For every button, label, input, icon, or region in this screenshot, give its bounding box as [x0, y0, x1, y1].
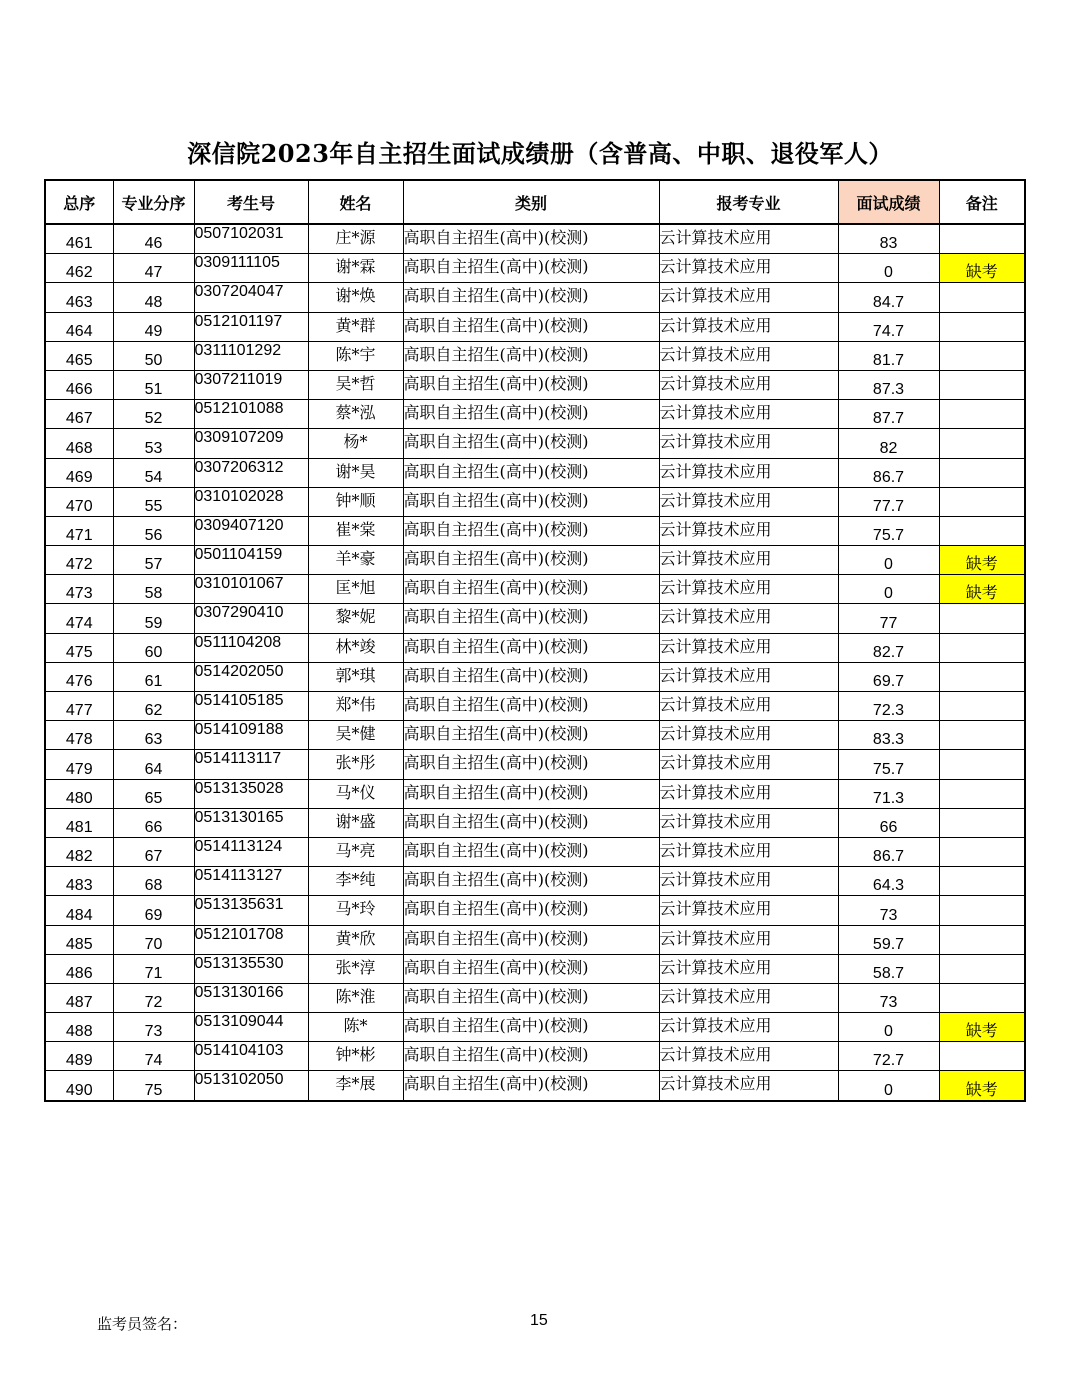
exam-id-cell: 0311101292	[194, 341, 308, 370]
name-cell: 马*仪	[308, 779, 403, 808]
note-cell: 缺考	[939, 1071, 1025, 1101]
name-cell: 马*亮	[308, 837, 403, 866]
major-cell: 云计算技术应用	[659, 896, 838, 925]
table-row	[45, 983, 1025, 1012]
table-row	[45, 400, 1025, 429]
major-seq-cell: 48	[113, 283, 194, 312]
name-cell: 杨*	[308, 429, 403, 458]
category-cell: 高职自主招生(高中)(校测)	[403, 983, 659, 1012]
score-cell: 82	[838, 429, 939, 458]
major-cell: 云计算技术应用	[659, 546, 838, 575]
table-row	[45, 779, 1025, 808]
major-cell: 云计算技术应用	[659, 808, 838, 837]
total-seq-cell: 464	[45, 312, 113, 341]
note-cell	[939, 400, 1025, 429]
table-row	[45, 458, 1025, 487]
major-cell: 云计算技术应用	[659, 867, 838, 896]
category-cell: 高职自主招生(高中)(校测)	[403, 604, 659, 633]
note-cell	[939, 458, 1025, 487]
major-seq-cell: 66	[113, 808, 194, 837]
major-seq-cell: 51	[113, 370, 194, 399]
name-cell: 钟*彬	[308, 1042, 403, 1071]
major-seq-cell: 59	[113, 604, 194, 633]
score-cell: 0	[838, 575, 939, 604]
major-seq-cell: 47	[113, 254, 194, 283]
major-seq-cell: 46	[113, 224, 194, 254]
category-cell: 高职自主招生(高中)(校测)	[403, 925, 659, 954]
category-cell: 高职自主招生(高中)(校测)	[403, 575, 659, 604]
score-cell: 82.7	[838, 633, 939, 662]
exam-id-cell: 0513102050	[194, 1071, 308, 1101]
exam-id-cell: 0513109044	[194, 1013, 308, 1042]
name-cell: 郑*伟	[308, 692, 403, 721]
score-cell: 86.7	[838, 837, 939, 866]
name-cell: 庄*源	[308, 224, 403, 254]
note-cell	[939, 692, 1025, 721]
category-cell: 高职自主招生(高中)(校测)	[403, 458, 659, 487]
category-cell: 高职自主招生(高中)(校测)	[403, 896, 659, 925]
note-cell	[939, 662, 1025, 691]
table-row	[45, 283, 1025, 312]
table-row	[45, 1071, 1025, 1101]
category-cell: 高职自主招生(高中)(校测)	[403, 312, 659, 341]
table-row	[45, 633, 1025, 662]
major-seq-cell: 53	[113, 429, 194, 458]
total-seq-cell: 481	[45, 808, 113, 837]
exam-id-cell: 0307206312	[194, 458, 308, 487]
page-number: 15	[530, 1312, 548, 1329]
name-cell: 钟*顺	[308, 487, 403, 516]
note-cell	[939, 837, 1025, 866]
exam-id-cell: 0514113124	[194, 837, 308, 866]
name-cell: 匡*旭	[308, 575, 403, 604]
score-cell: 77	[838, 604, 939, 633]
name-cell: 谢*霖	[308, 254, 403, 283]
name-cell: 林*竣	[308, 633, 403, 662]
major-seq-cell: 74	[113, 1042, 194, 1071]
exam-id-cell: 0514105185	[194, 692, 308, 721]
score-cell: 75.7	[838, 516, 939, 545]
major-cell: 云计算技术应用	[659, 429, 838, 458]
category-cell: 高职自主招生(高中)(校测)	[403, 516, 659, 545]
major-cell: 云计算技术应用	[659, 983, 838, 1012]
table-row	[45, 867, 1025, 896]
score-table	[44, 179, 1026, 1102]
header-total-seq: 总序	[45, 180, 113, 224]
major-cell: 云计算技术应用	[659, 1013, 838, 1042]
total-seq-cell: 461	[45, 224, 113, 254]
major-seq-cell: 52	[113, 400, 194, 429]
total-seq-cell: 478	[45, 721, 113, 750]
category-cell: 高职自主招生(高中)(校测)	[403, 633, 659, 662]
exam-id-cell: 0309111105	[194, 254, 308, 283]
category-cell: 高职自主招生(高中)(校测)	[403, 341, 659, 370]
total-seq-cell: 472	[45, 546, 113, 575]
note-cell	[939, 429, 1025, 458]
category-cell: 高职自主招生(高中)(校测)	[403, 254, 659, 283]
exam-id-cell: 0307211019	[194, 370, 308, 399]
total-seq-cell: 487	[45, 983, 113, 1012]
header-score: 面试成绩	[838, 180, 939, 224]
total-seq-cell: 483	[45, 867, 113, 896]
table-row	[45, 341, 1025, 370]
name-cell: 谢*盛	[308, 808, 403, 837]
major-seq-cell: 62	[113, 692, 194, 721]
major-seq-cell: 56	[113, 516, 194, 545]
category-cell: 高职自主招生(高中)(校测)	[403, 867, 659, 896]
category-cell: 高职自主招生(高中)(校测)	[403, 487, 659, 516]
table-row	[45, 487, 1025, 516]
note-cell	[939, 312, 1025, 341]
total-seq-cell: 462	[45, 254, 113, 283]
major-cell: 云计算技术应用	[659, 633, 838, 662]
exam-id-cell: 0513130166	[194, 983, 308, 1012]
score-cell: 73	[838, 983, 939, 1012]
major-cell: 云计算技术应用	[659, 604, 838, 633]
header-note: 备注	[939, 180, 1025, 224]
name-cell: 崔*棠	[308, 516, 403, 545]
score-cell: 75.7	[838, 750, 939, 779]
note-cell: 缺考	[939, 575, 1025, 604]
major-cell: 云计算技术应用	[659, 283, 838, 312]
score-cell: 87.7	[838, 400, 939, 429]
total-seq-cell: 485	[45, 925, 113, 954]
table-row	[45, 662, 1025, 691]
score-cell: 69.7	[838, 662, 939, 691]
invigilator-signature-label: 监考员签名：	[97, 1315, 188, 1333]
category-cell: 高职自主招生(高中)(校测)	[403, 954, 659, 983]
category-cell: 高职自主招生(高中)(校测)	[403, 400, 659, 429]
category-cell: 高职自主招生(高中)(校测)	[403, 1071, 659, 1101]
name-cell: 陈*淮	[308, 983, 403, 1012]
table-row	[45, 604, 1025, 633]
exam-id-cell: 0507102031	[194, 224, 308, 254]
score-cell: 77.7	[838, 487, 939, 516]
name-cell: 黎*妮	[308, 604, 403, 633]
major-seq-cell: 50	[113, 341, 194, 370]
major-seq-cell: 49	[113, 312, 194, 341]
exam-id-cell: 0309407120	[194, 516, 308, 545]
note-cell	[939, 925, 1025, 954]
score-cell: 0	[838, 546, 939, 575]
major-seq-cell: 65	[113, 779, 194, 808]
header-category: 类别	[403, 180, 659, 224]
major-cell: 云计算技术应用	[659, 400, 838, 429]
major-seq-cell: 55	[113, 487, 194, 516]
major-cell: 云计算技术应用	[659, 779, 838, 808]
table-row	[45, 429, 1025, 458]
total-seq-cell: 465	[45, 341, 113, 370]
total-seq-cell: 484	[45, 896, 113, 925]
total-seq-cell: 471	[45, 516, 113, 545]
table-row	[45, 224, 1025, 254]
major-seq-cell: 75	[113, 1071, 194, 1101]
name-cell: 陈*	[308, 1013, 403, 1042]
name-cell: 吴*健	[308, 721, 403, 750]
name-cell: 郭*琪	[308, 662, 403, 691]
major-cell: 云计算技术应用	[659, 224, 838, 254]
exam-id-cell: 0513135631	[194, 896, 308, 925]
score-cell: 66	[838, 808, 939, 837]
major-cell: 云计算技术应用	[659, 487, 838, 516]
name-cell: 李*纯	[308, 867, 403, 896]
note-cell	[939, 487, 1025, 516]
note-cell: 缺考	[939, 254, 1025, 283]
table-row	[45, 837, 1025, 866]
score-cell: 64.3	[838, 867, 939, 896]
major-cell: 云计算技术应用	[659, 662, 838, 691]
score-cell: 0	[838, 254, 939, 283]
exam-id-cell: 0307290410	[194, 604, 308, 633]
major-cell: 云计算技术应用	[659, 516, 838, 545]
note-cell	[939, 341, 1025, 370]
table-row	[45, 1013, 1025, 1042]
category-cell: 高职自主招生(高中)(校测)	[403, 1013, 659, 1042]
major-seq-cell: 67	[113, 837, 194, 866]
major-seq-cell: 69	[113, 896, 194, 925]
major-cell: 云计算技术应用	[659, 341, 838, 370]
table-row	[45, 721, 1025, 750]
name-cell: 蔡*泓	[308, 400, 403, 429]
major-cell: 云计算技术应用	[659, 925, 838, 954]
major-seq-cell: 54	[113, 458, 194, 487]
major-seq-cell: 58	[113, 575, 194, 604]
category-cell: 高职自主招生(高中)(校测)	[403, 721, 659, 750]
table-row	[45, 254, 1025, 283]
exam-id-cell: 0514109188	[194, 721, 308, 750]
table-row	[45, 546, 1025, 575]
category-cell: 高职自主招生(高中)(校测)	[403, 808, 659, 837]
major-seq-cell: 71	[113, 954, 194, 983]
category-cell: 高职自主招生(高中)(校测)	[403, 692, 659, 721]
table-row	[45, 516, 1025, 545]
category-cell: 高职自主招生(高中)(校测)	[403, 1042, 659, 1071]
total-seq-cell: 474	[45, 604, 113, 633]
score-cell: 86.7	[838, 458, 939, 487]
table-row	[45, 1042, 1025, 1071]
major-seq-cell: 73	[113, 1013, 194, 1042]
major-cell: 云计算技术应用	[659, 312, 838, 341]
score-cell: 73	[838, 896, 939, 925]
category-cell: 高职自主招生(高中)(校测)	[403, 779, 659, 808]
total-seq-cell: 466	[45, 370, 113, 399]
exam-id-cell: 0513130165	[194, 808, 308, 837]
score-cell: 74.7	[838, 312, 939, 341]
exam-id-cell: 0310102028	[194, 487, 308, 516]
exam-id-cell: 0512101088	[194, 400, 308, 429]
total-seq-cell: 489	[45, 1042, 113, 1071]
major-cell: 云计算技术应用	[659, 954, 838, 983]
total-seq-cell: 473	[45, 575, 113, 604]
major-cell: 云计算技术应用	[659, 458, 838, 487]
total-seq-cell: 488	[45, 1013, 113, 1042]
major-cell: 云计算技术应用	[659, 1071, 838, 1101]
note-cell	[939, 1042, 1025, 1071]
score-cell: 58.7	[838, 954, 939, 983]
major-cell: 云计算技术应用	[659, 750, 838, 779]
exam-id-cell: 0514202050	[194, 662, 308, 691]
exam-id-cell: 0514113127	[194, 867, 308, 896]
note-cell	[939, 516, 1025, 545]
major-seq-cell: 70	[113, 925, 194, 954]
table-row	[45, 750, 1025, 779]
exam-id-cell: 0512101708	[194, 925, 308, 954]
score-cell: 0	[838, 1013, 939, 1042]
category-cell: 高职自主招生(高中)(校测)	[403, 370, 659, 399]
score-cell: 72.7	[838, 1042, 939, 1071]
header-exam-id: 考生号	[194, 180, 308, 224]
name-cell: 张*彤	[308, 750, 403, 779]
category-cell: 高职自主招生(高中)(校测)	[403, 662, 659, 691]
note-cell	[939, 983, 1025, 1012]
header-major-seq: 专业分序	[113, 180, 194, 224]
name-cell: 张*淳	[308, 954, 403, 983]
major-cell: 云计算技术应用	[659, 692, 838, 721]
note-cell	[939, 370, 1025, 399]
major-seq-cell: 57	[113, 546, 194, 575]
major-cell: 云计算技术应用	[659, 1042, 838, 1071]
table-row	[45, 312, 1025, 341]
header-major: 报考专业	[659, 180, 838, 224]
major-seq-cell: 63	[113, 721, 194, 750]
category-cell: 高职自主招生(高中)(校测)	[403, 837, 659, 866]
note-cell	[939, 224, 1025, 254]
name-cell: 羊*豪	[308, 546, 403, 575]
note-cell	[939, 604, 1025, 633]
major-cell: 云计算技术应用	[659, 837, 838, 866]
score-cell: 83	[838, 224, 939, 254]
table-body	[45, 224, 1025, 1101]
total-seq-cell: 480	[45, 779, 113, 808]
name-cell: 吴*哲	[308, 370, 403, 399]
major-cell: 云计算技术应用	[659, 575, 838, 604]
exam-id-cell: 0307204047	[194, 283, 308, 312]
total-seq-cell: 463	[45, 283, 113, 312]
table-header-row	[45, 180, 1025, 224]
category-cell: 高职自主招生(高中)(校测)	[403, 429, 659, 458]
category-cell: 高职自主招生(高中)(校测)	[403, 546, 659, 575]
note-cell	[939, 283, 1025, 312]
name-cell: 陈*宇	[308, 341, 403, 370]
table-row	[45, 954, 1025, 983]
exam-id-cell: 0501104159	[194, 546, 308, 575]
name-cell: 谢*昊	[308, 458, 403, 487]
major-seq-cell: 64	[113, 750, 194, 779]
total-seq-cell: 479	[45, 750, 113, 779]
exam-id-cell: 0513135530	[194, 954, 308, 983]
score-cell: 0	[838, 1071, 939, 1101]
note-cell: 缺考	[939, 546, 1025, 575]
major-seq-cell: 68	[113, 867, 194, 896]
exam-id-cell: 0512101197	[194, 312, 308, 341]
exam-id-cell: 0513135028	[194, 779, 308, 808]
note-cell	[939, 779, 1025, 808]
name-cell: 谢*焕	[308, 283, 403, 312]
total-seq-cell: 467	[45, 400, 113, 429]
category-cell: 高职自主招生(高中)(校测)	[403, 224, 659, 254]
table-row	[45, 370, 1025, 399]
total-seq-cell: 477	[45, 692, 113, 721]
table-row	[45, 692, 1025, 721]
score-cell: 87.3	[838, 370, 939, 399]
note-cell: 缺考	[939, 1013, 1025, 1042]
exam-id-cell: 0309107209	[194, 429, 308, 458]
major-cell: 云计算技术应用	[659, 721, 838, 750]
table-row	[45, 896, 1025, 925]
note-cell	[939, 633, 1025, 662]
note-cell	[939, 808, 1025, 837]
table-row	[45, 925, 1025, 954]
note-cell	[939, 954, 1025, 983]
name-cell: 马*玲	[308, 896, 403, 925]
total-seq-cell: 490	[45, 1071, 113, 1101]
score-cell: 84.7	[838, 283, 939, 312]
note-cell	[939, 750, 1025, 779]
document-title: 深信院2023年自主招生面试成绩册（含普高、中职、退役军人）	[187, 139, 893, 168]
major-seq-cell: 60	[113, 633, 194, 662]
major-seq-cell: 61	[113, 662, 194, 691]
score-cell: 81.7	[838, 341, 939, 370]
score-cell: 83.3	[838, 721, 939, 750]
total-seq-cell: 486	[45, 954, 113, 983]
category-cell: 高职自主招生(高中)(校测)	[403, 283, 659, 312]
score-cell: 72.3	[838, 692, 939, 721]
score-cell: 59.7	[838, 925, 939, 954]
name-cell: 黄*群	[308, 312, 403, 341]
note-cell	[939, 867, 1025, 896]
header-name: 姓名	[308, 180, 403, 224]
major-seq-cell: 72	[113, 983, 194, 1012]
table-row	[45, 575, 1025, 604]
total-seq-cell: 470	[45, 487, 113, 516]
total-seq-cell: 482	[45, 837, 113, 866]
name-cell: 黄*欣	[308, 925, 403, 954]
total-seq-cell: 475	[45, 633, 113, 662]
exam-id-cell: 0514113117	[194, 750, 308, 779]
total-seq-cell: 476	[45, 662, 113, 691]
total-seq-cell: 468	[45, 429, 113, 458]
note-cell	[939, 896, 1025, 925]
total-seq-cell: 469	[45, 458, 113, 487]
major-cell: 云计算技术应用	[659, 370, 838, 399]
exam-id-cell: 0511104208	[194, 633, 308, 662]
note-cell	[939, 721, 1025, 750]
name-cell: 李*展	[308, 1071, 403, 1101]
exam-id-cell: 0310101067	[194, 575, 308, 604]
major-cell: 云计算技术应用	[659, 254, 838, 283]
table-row	[45, 808, 1025, 837]
score-cell: 71.3	[838, 779, 939, 808]
exam-id-cell: 0514104103	[194, 1042, 308, 1071]
category-cell: 高职自主招生(高中)(校测)	[403, 750, 659, 779]
